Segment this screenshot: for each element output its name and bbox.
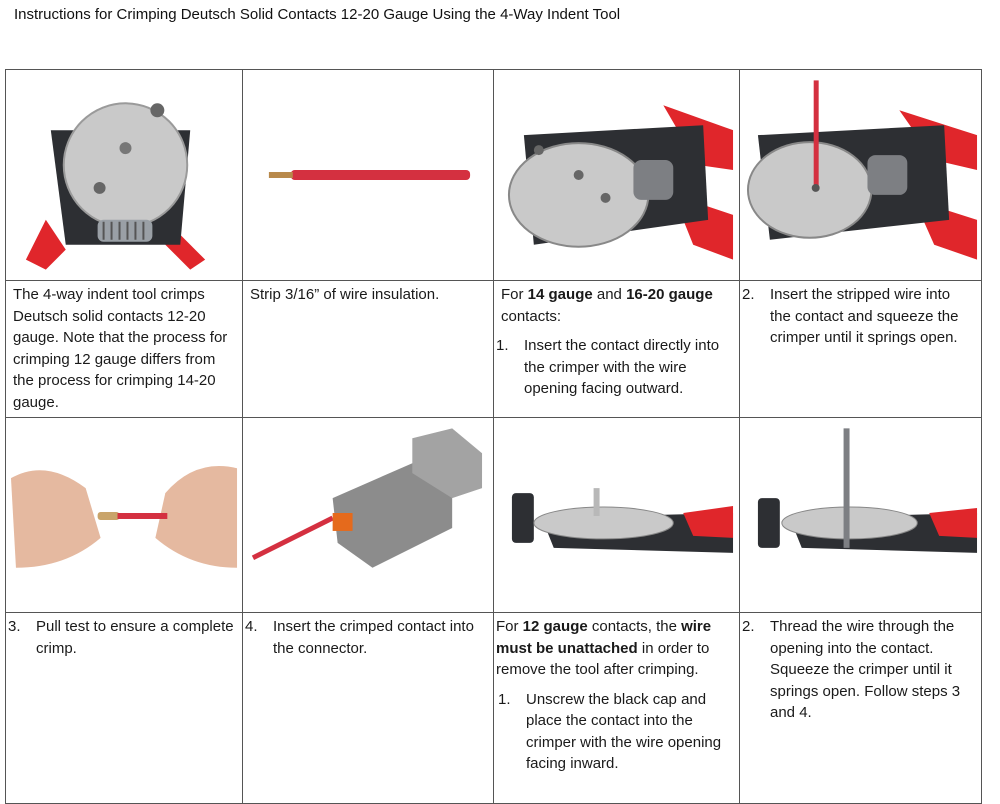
step-12-1-item (494, 681, 739, 775)
connector-image (243, 418, 493, 612)
pull-test-image (6, 418, 242, 612)
step-3-number: 3. (8, 618, 21, 635)
photo-cell-pull-test (6, 418, 243, 613)
photo-row-2 (6, 418, 982, 613)
step-3-cell (6, 613, 243, 804)
crimper-contact-image (494, 70, 739, 280)
step-4-cell (243, 613, 494, 804)
photo-cell-contact-in-crimper (494, 70, 740, 281)
gauge-16-20-label: 16-20 gauge (626, 286, 713, 303)
photo-row-1 (6, 70, 982, 281)
page-title: Instructions for Crimping Deutsch Solid Contacts 12-20 Gauge Using the 4-Way Indent Tool (14, 6, 621, 23)
gauge-12-label: 12 gauge (522, 618, 588, 635)
crimp-tool-closeup-image (6, 70, 242, 280)
wire-unattached-label: wire must be unattached (496, 618, 712, 657)
step-4-item (243, 613, 493, 659)
photo-cell-wire-into-contact (740, 70, 982, 281)
step-12-2-item (740, 613, 981, 724)
step-12-2-number: 2. (742, 618, 755, 635)
step-2-cell (740, 281, 982, 418)
step-2-item (740, 281, 981, 349)
step-2-number: 2. (742, 286, 755, 303)
step-1-text: Insert the contact directly into the crimper with the wire opening facing outward. (524, 337, 720, 397)
photo-cell-12-gauge-tool (494, 418, 740, 613)
instruction-table (5, 69, 982, 804)
text-row-1 (6, 281, 982, 418)
step-3-item (6, 613, 242, 659)
step-4-number: 4. (245, 618, 258, 635)
step-12-1-text: Unscrew the black cap and place the contact into the crimper with the wire opening facing inward. (526, 690, 722, 772)
step-4-text: Insert the crimped contact into the connector. (273, 618, 474, 657)
photo-cell-tool-closeup (6, 70, 243, 281)
step-1-number: 1. (496, 337, 509, 354)
gauge-14-label: 14 gauge (527, 286, 593, 303)
photo-cell-connector (243, 418, 494, 613)
intro-text: The 4-way indent tool crimps Deutsch solid contacts 12-20 gauge. Note that the process for crimping 12 gauge differs from the process for crimping 14-20 gauge. (13, 286, 228, 411)
photo-cell-thread-wire (740, 418, 982, 613)
step-14-20-gauge-cell (494, 281, 740, 418)
thread-wire-image (740, 418, 981, 612)
gauge-14-20-intro: For 14 gauge and 16-20 gauge contacts: (501, 286, 713, 325)
step-2-text: Insert the stripped wire into the contact and squeeze the crimper until it springs open. (770, 286, 959, 346)
step-3-text: Pull test to ensure a complete crimp. (36, 618, 234, 657)
text-row-2 (6, 613, 982, 804)
step-12-1-number: 1. (498, 690, 511, 708)
step-intro-cell (6, 281, 243, 418)
step-1-item (494, 327, 739, 400)
strip-text: Strip 3/16” of wire insulation. (250, 286, 440, 303)
crimper-12-gauge-image (494, 418, 739, 612)
gauge-12-intro: For 12 gauge contacts, the wire must be unattached in order to remove the tool after crimping. (496, 618, 712, 678)
step-12-2-cell (740, 613, 982, 804)
photo-cell-stripped-wire (243, 70, 494, 281)
step-strip-cell (243, 281, 494, 418)
step-12-2-text: Thread the wire through the opening into the contact. Squeeze the crimper until it springs open. Follow steps 3 and 4. (770, 618, 961, 721)
wire-insert-image (740, 70, 981, 280)
step-12-gauge-cell (494, 613, 740, 804)
stripped-wire-image (243, 70, 493, 280)
